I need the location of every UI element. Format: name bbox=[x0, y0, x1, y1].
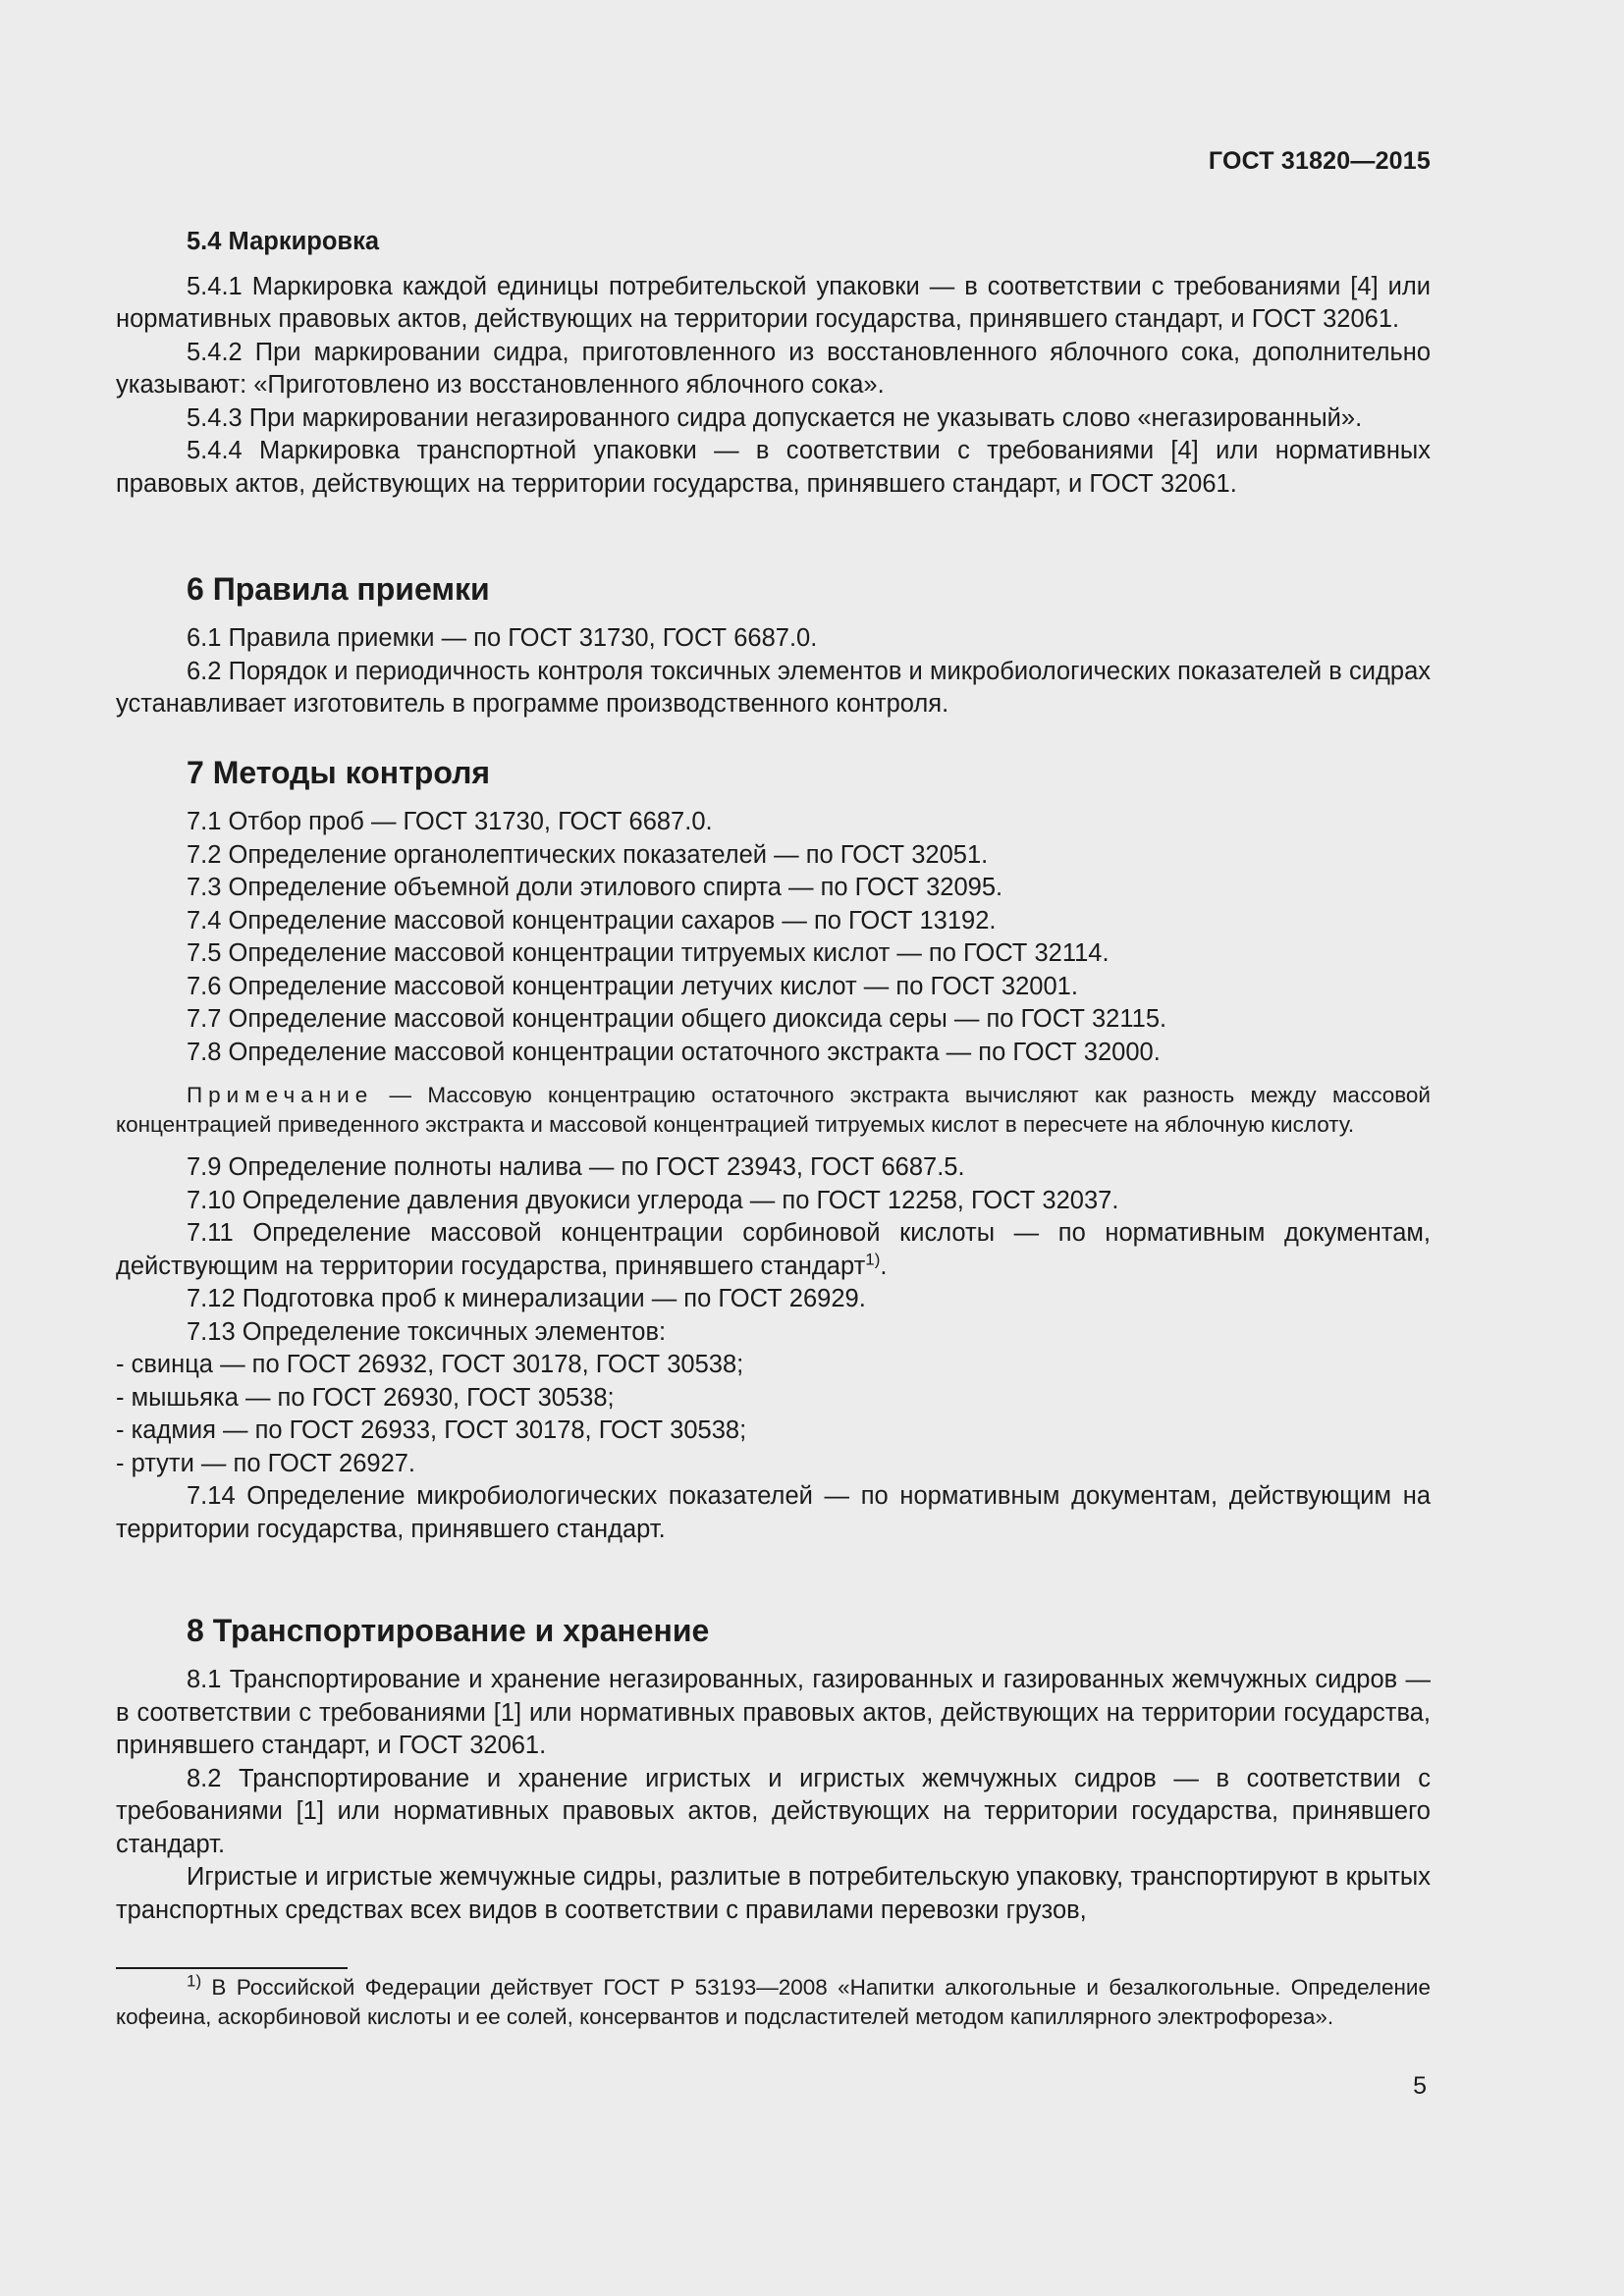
paragraph-5-4-4: 5.4.4 Маркировка транспортной упаковки — в соответствии с требованиями [4] или нормативных правовых актов, действующих на территории государства, принявшего стандарт, и ГОСТ 32061. bbox=[116, 437, 1431, 498]
section-heading-6: 6 Правила приемки bbox=[187, 571, 490, 607]
paragraph-7-11 bbox=[116, 1217, 1431, 1283]
paragraph-6-1: 6.1 Правила приемки — по ГОСТ 31730, ГОСТ 6687.0. bbox=[187, 624, 818, 652]
section-7 bbox=[116, 753, 1431, 1546]
paragraph-5-4-2: 5.4.2 При маркировании сидра, приготовленного из восстановленного яблочного сока, дополнительно указывают: «Приготовлено из восстановленного яблочного сока». bbox=[116, 338, 1431, 399]
list-item-7-3: 7.3 Определение объемной доли этилового спирта — по ГОСТ 32095. bbox=[187, 874, 1003, 901]
list-item-7-7: 7.7 Определение массовой концентрации общего диоксида серы — по ГОСТ 32115. bbox=[187, 1005, 1167, 1033]
document-code-header: ГОСТ 31820—2015 bbox=[1208, 147, 1431, 175]
note-7-8 bbox=[116, 1081, 1431, 1140]
list-item-7-1: 7.1 Отбор проб — ГОСТ 31730, ГОСТ 6687.0. bbox=[187, 808, 713, 835]
list-item-7-13: 7.13 Определение токсичных элементов: bbox=[187, 1317, 667, 1346]
list-item-7-5: 7.5 Определение массовой концентрации титруемых кислот — по ГОСТ 32114. bbox=[187, 939, 1110, 967]
paragraph-7-14: 7.14 Определение микробиологических показателей — по нормативным документам, действующим на территории государства, принявшего стандарт. bbox=[116, 1482, 1431, 1543]
list-item-7-8: 7.8 Определение массовой концентрации остаточного экстракта — по ГОСТ 32000. bbox=[187, 1038, 1161, 1066]
section-heading-7: 7 Методы контроля bbox=[187, 755, 491, 790]
toxic-element-arsenic: - мышьяка — по ГОСТ 26930, ГОСТ 30538; bbox=[116, 1383, 615, 1412]
section-heading-8: 8 Транспортирование и хранение bbox=[187, 1613, 710, 1648]
section-6 bbox=[116, 569, 1431, 721]
footnote-separator bbox=[116, 1967, 348, 1969]
footnote-1 bbox=[116, 1973, 1431, 2032]
paragraph-7-11-text: 7.11 Определение массовой концентрации сорбиновой кислоты — по нормативным документам, действующим на территории государства, принявшего стандарт bbox=[116, 1219, 1431, 1280]
paragraph-7-11-end: . bbox=[880, 1252, 888, 1280]
paragraph-6-2: 6.2 Порядок и периодичность контроля токсичных элементов и микробиологических показателей в сидрах устанавливает изготовитель в программе производственного контроля. bbox=[116, 657, 1431, 718]
list-item-7-10: 7.10 Определение давления двуокиси углерода — по ГОСТ 12258, ГОСТ 32037. bbox=[187, 1186, 1119, 1214]
footnote-reference: 1) bbox=[865, 1250, 881, 1268]
paragraph-5-4-3: 5.4.3 При маркировании негазированного сидра допускается не указывать слово «негазированный». bbox=[187, 403, 1363, 432]
paragraph-5-4-1: 5.4.1 Маркировка каждой единицы потребительской упаковки — в соответствии с требованиями [4] или нормативных правовых актов, действующих на территории государства, принявшего стандарт, и ГОСТ 32061. bbox=[116, 272, 1431, 333]
section-8 bbox=[116, 1611, 1431, 1927]
toxic-element-lead: - свинца — по ГОСТ 26932, ГОСТ 30178, ГОСТ 30538; bbox=[116, 1351, 744, 1378]
note-text: — Массовую концентрацию остаточного экстракта вычисляют как разность между массовой концентрацией приведенного экстракта и массовой концентрацией титруемых кислот в пересчете на яблочную кислоту. bbox=[116, 1083, 1431, 1137]
paragraph-8-2: 8.2 Транспортирование и хранение игристых и игристых жемчужных сидров — в соответствии с требованиями [1] или нормативных правовых актов, действующих на территории государства, принявшего стандарт. bbox=[116, 1764, 1431, 1858]
list-item-7-9: 7.9 Определение полноты налива — по ГОСТ 23943, ГОСТ 6687.5. bbox=[187, 1153, 965, 1181]
footnote-text: В Российской Федерации действует ГОСТ Р 53193—2008 «Напитки алкогольные и безалкогольные. Определение кофеина, аскорбиновой кислоты и ее солей, консервантов и подсластителей методом капиллярного электрофореза». bbox=[116, 1975, 1431, 2029]
paragraph-8-1: 8.1 Транспортирование и хранение негазированных, газированных и газированных жемчужных сидров — в соответствии с требованиями [1] или нормативных правовых актов, действующих на территории государства, принявшего стандарт, и ГОСТ 32061. bbox=[116, 1666, 1431, 1759]
list-item-7-6: 7.6 Определение массовой концентрации летучих кислот — по ГОСТ 32001. bbox=[187, 972, 1078, 1000]
footnote-block bbox=[116, 1973, 1431, 2032]
footnote-marker: 1) bbox=[187, 1971, 202, 1991]
section-5-4 bbox=[116, 226, 1431, 501]
toxic-element-mercury: - ртути — по ГОСТ 26927. bbox=[116, 1449, 416, 1477]
page-number: 5 bbox=[1413, 2072, 1427, 2100]
list-item-7-2: 7.2 Определение органолептических показателей — по ГОСТ 32051. bbox=[187, 840, 989, 869]
note-label: Примечание bbox=[187, 1083, 374, 1107]
paragraph-8-2-continued: Игристые и игристые жемчужные сидры, разлитые в потребительскую упаковку, транспортируют в крытых транспортных средствах всех видов в соответствии с правилами перевозки грузов, bbox=[116, 1863, 1431, 1924]
toxic-element-cadmium: - кадмия — по ГОСТ 26933, ГОСТ 30178, ГОСТ 30538; bbox=[116, 1416, 747, 1444]
list-item-7-4: 7.4 Определение массовой концентрации сахаров — по ГОСТ 13192. bbox=[187, 906, 997, 934]
section-heading-5-4: 5.4 Маркировка bbox=[187, 228, 380, 255]
list-item-7-12: 7.12 Подготовка проб к минерализации — по ГОСТ 26929. bbox=[187, 1285, 866, 1312]
